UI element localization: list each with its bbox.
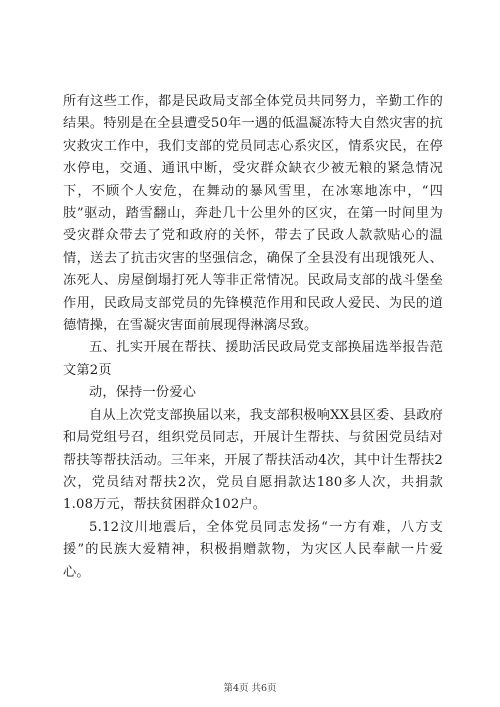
paragraph-disaster-relief: 所有这些工作，都是民政局支部全体党员共同努力，辛勤工作的结果。特别是在全县遭受50年一遇的低温凝冻特大自然灾害的抗灾救灾工作中，我们支部的党员同志心系灾区，情系灾民，在停水停电，交通、通讯中断，受灾群众缺衣少被无粮的紧急情况下，不顾个人安危，在舞动的暴风雪里，在冰寒地冻中，“四肢”驱动，踏雪翻山，奔赴几十公里外的区灾，在第一时间里为受灾群众带去了党和政府的关怀，带去了民政人款款贴心的温情，送去了抗击灾害的坚强信念，确保了全县没有出现饿死人、冻死人、房屋倒塌打死人等非正常情况。民政局支部的战斗堡垒作用，民政局支部党员的先锋模范作用和民政人爱民、为民的道德情操，在雪凝灾害面前展现得淋漓尽致。 — [63, 94, 443, 334]
paragraph-earthquake-donation: 5.12汶川地震后，全体党员同志发扬“一方有难，八方支援”的民族大爱精神，积极捐赠款物，为灾区人民奉献一片爱心。 — [63, 519, 443, 580]
paragraph-heading-continuation: 动，保持一份爱心 — [89, 385, 197, 401]
document-body — [63, 91, 443, 584]
page-number-footer: 第4页 共6页 — [223, 683, 277, 694]
paragraph-section-heading: 五、扎实开展在帮扶、援助活民政局党支部换届选举报告范文第2页 — [63, 340, 443, 378]
paragraph-assistance-summary: 自从上次党支部换届以来，我支部积极响XX县区委、县政府和局党组号召，组织党员同志，开展计生帮扶、与贫困党员结对帮扶等帮扶活动。三年来，开展了帮扶活动4次，其中计生帮扶2次，党员结对帮扶2次，党员自愿捐款达180多人次，共捐款1.08万元，帮扶贫困群众102户。 — [63, 407, 443, 513]
